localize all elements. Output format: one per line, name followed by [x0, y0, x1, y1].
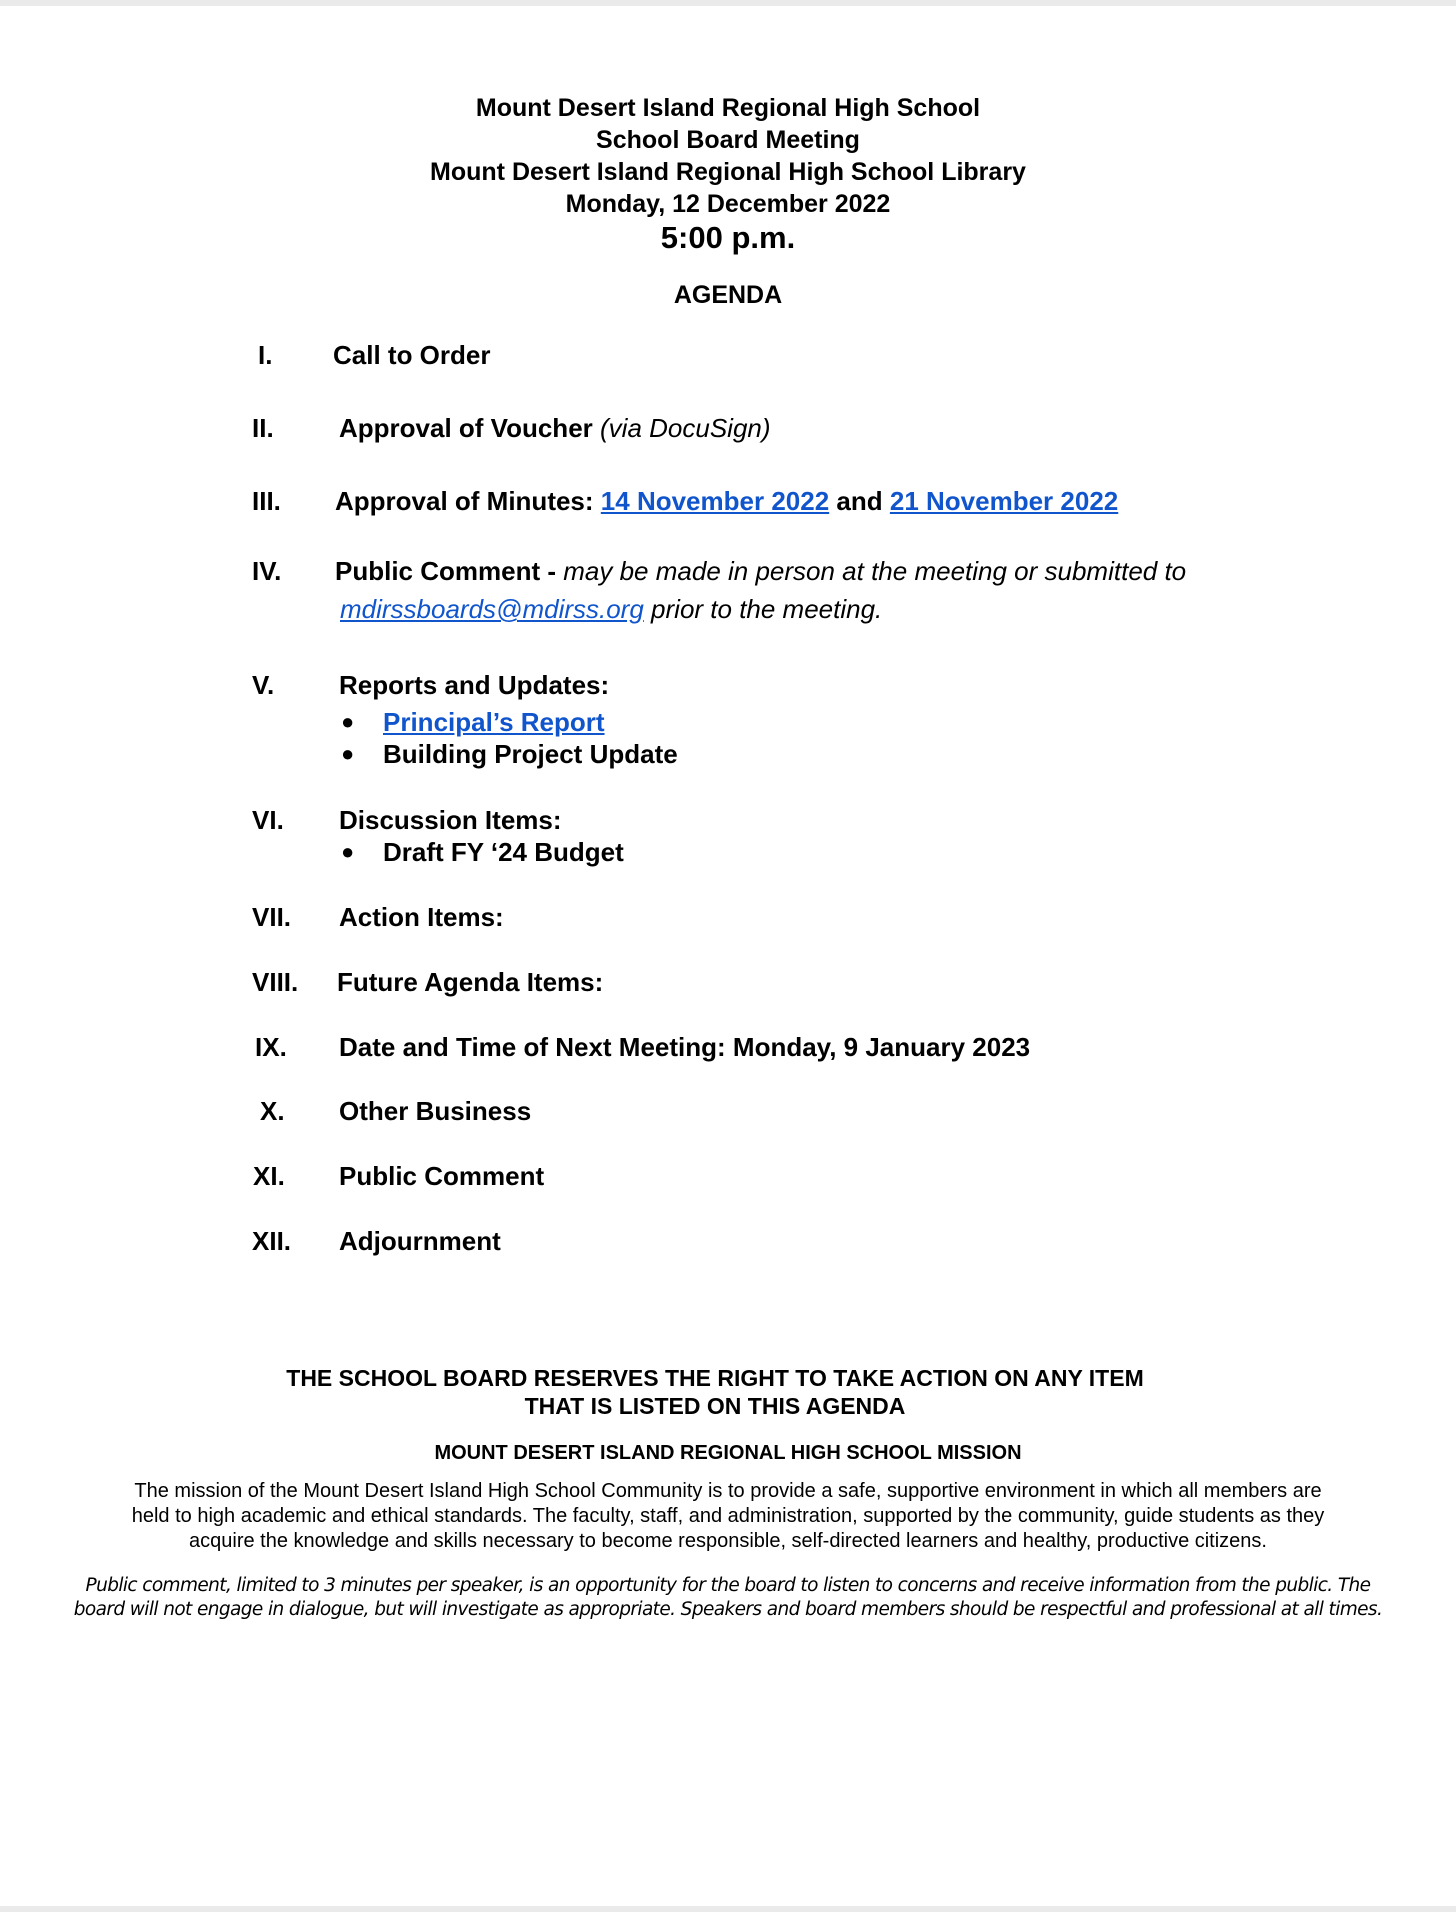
bullet-text: Building Project Update — [383, 739, 678, 769]
agenda-item-5 — [0, 665, 1456, 705]
mission-text-line-1: The mission of the Mount Desert Island High School Community is to provide a safe, supportive environment in which all members are — [134, 1480, 1322, 1502]
item-label: Adjournment — [339, 1226, 501, 1256]
bullet-text: Draft FY ‘24 Budget — [383, 837, 624, 867]
list-item — [341, 836, 741, 868]
item-numeral: VIII. — [252, 967, 299, 997]
item-numeral: II. — [252, 413, 274, 443]
minutes-link-nov-14[interactable]: 14 November 2022 — [600, 486, 830, 516]
item-label: Future Agenda Items: — [337, 967, 604, 997]
bullet-icon: ● — [341, 709, 355, 734]
school-title: Mount Desert Island Regional High School — [475, 94, 981, 122]
mission-title: MOUNT DESERT ISLAND REGIONAL HIGH SCHOOL MISSION — [434, 1442, 1022, 1464]
item-numeral: IX. — [255, 1032, 287, 1062]
board-email-link[interactable]: mdirssboards@mdirss.org — [340, 594, 644, 624]
agenda-item-10 — [0, 1091, 1456, 1131]
item-label: Approval of Minutes: — [335, 486, 594, 516]
bullet-icon: ● — [341, 839, 355, 864]
agenda-item-4-continued — [0, 589, 1456, 629]
item-label: Approval of Voucher — [339, 413, 593, 443]
item-note: (via DocuSign) — [600, 413, 771, 443]
item-numeral: IV. — [252, 556, 282, 586]
top-page-edge — [0, 0, 1456, 6]
item-label: Reports and Updates: — [339, 670, 610, 700]
meeting-time: 5:00 p.m. — [660, 220, 796, 255]
minutes-link-nov-21[interactable]: 21 November 2022 — [889, 486, 1119, 516]
item-numeral: X. — [260, 1096, 285, 1126]
item-label: Public Comment - — [335, 556, 557, 586]
bottom-page-edge — [0, 1906, 1456, 1912]
agenda-item-4 — [0, 551, 1456, 591]
item-numeral: VII. — [252, 902, 292, 932]
item-label: Other Business — [339, 1096, 532, 1126]
item-label: Discussion Items: — [339, 805, 562, 835]
agenda-item-12 — [0, 1221, 1456, 1261]
agenda-item-6 — [0, 800, 1456, 840]
item-note: may be made in person at the meeting or submitted to — [563, 556, 1187, 586]
mission-text-line-3: acquire the knowledge and skills necessary to become responsible, self-directed learners and healthy, productive citizens. — [189, 1530, 1267, 1552]
public-comment-note-line-2: board will not engage in dialogue, but will investigate as appropriate. Speakers and board members should be respectful and professional at all times. — [73, 1599, 1383, 1620]
item-label: Date and Time of Next Meeting: Monday, 9 January 2023 — [339, 1032, 1031, 1062]
item-numeral: V. — [252, 670, 275, 700]
principals-report-link[interactable]: Principal’s Report — [383, 707, 605, 737]
item-numeral: XII. — [252, 1226, 292, 1256]
action-notice-line-1: THE SCHOOL BOARD RESERVES THE RIGHT TO TAKE ACTION ON ANY ITEM — [286, 1365, 1144, 1391]
list-item — [341, 706, 741, 738]
agenda-item-9 — [0, 1027, 1456, 1067]
item-numeral: VI. — [252, 805, 284, 835]
item-numeral: I. — [258, 340, 273, 370]
item-note-2: prior to the meeting. — [651, 594, 883, 624]
agenda-item-3 — [0, 481, 1456, 521]
item-label: Public Comment — [339, 1161, 545, 1191]
item-numeral: XI. — [253, 1161, 285, 1191]
meeting-title: School Board Meeting — [596, 126, 860, 154]
agenda-item-2 — [0, 408, 1456, 448]
agenda-item-8 — [0, 962, 1456, 1002]
meeting-location: Mount Desert Island Regional High School Library — [430, 158, 1026, 186]
item-label: Call to Order — [333, 340, 491, 370]
meeting-date: Monday, 12 December 2022 — [565, 190, 891, 218]
list-item — [341, 738, 741, 770]
item-numeral: III. — [252, 486, 281, 516]
agenda-title: AGENDA — [673, 281, 783, 309]
item-label: Action Items: — [339, 902, 504, 932]
agenda-item-1 — [0, 335, 1456, 375]
agenda-item-7 — [0, 897, 1456, 937]
agenda-item-11 — [0, 1156, 1456, 1196]
action-notice-line-2: THAT IS LISTED ON THIS AGENDA — [524, 1393, 906, 1419]
public-comment-note-line-1: Public comment, limited to 3 minutes per speaker, is an opportunity for the board to listen to concerns and receive information from the public. The — [85, 1575, 1371, 1596]
mission-text-line-2: held to high academic and ethical standards. The faculty, staff, and administration, supported by the community, guide students as they — [131, 1505, 1325, 1527]
item-joiner: and — [836, 486, 883, 516]
bullet-icon: ● — [341, 741, 355, 766]
